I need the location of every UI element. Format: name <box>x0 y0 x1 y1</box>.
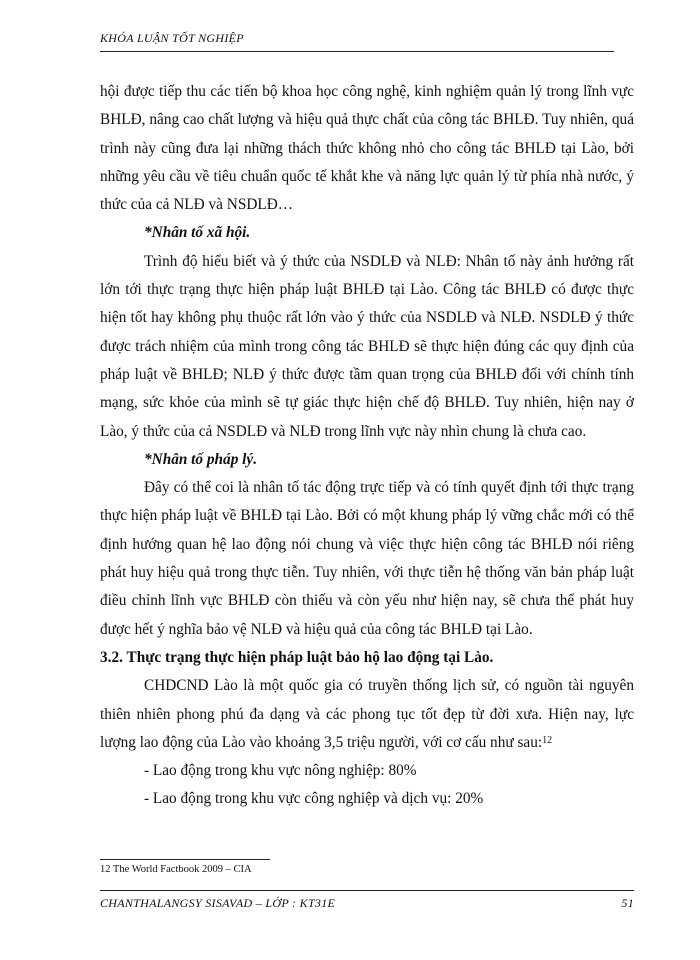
paragraph-3: Đây có thể coi là nhân tố tác động trực tiếp và có tính quyết định tới thực trạng thực hiện pháp luật về BHLĐ tại Lào. Bởi có một khung pháp lý vững chắc mới có thể định hướng quan hệ lao động nói chung và việc thực hiện công tác BHLĐ nói riêng phát huy hiệu quả trong thực tiễn. Tuy nhiên, với thực tiễn hệ thống văn bản pháp luật điều chỉnh lĩnh vực BHLĐ còn thiếu và còn yếu như hiện nay, sẽ chưa thể phát huy được hết ý nghĩa bảo vệ NLĐ và hiệu quả của công tác BHLĐ tại Lào. <box>100 479 634 638</box>
list-item-agriculture: - Lao động trong khu vực nông nghiệp: 80% <box>144 762 417 780</box>
footnote: 12 The World Factbook 2009 – CIA <box>100 864 252 875</box>
footer-divider <box>100 890 634 891</box>
heading-legal-factor: *Nhân tố pháp lý. <box>144 450 258 468</box>
page-number: 51 <box>621 896 634 910</box>
footnote-reference[interactable]: 12 <box>542 734 553 746</box>
page-header <box>100 31 614 52</box>
list-item-industry-services: - Lao động trong khu vực công nghiệp và dịch vụ: 20% <box>144 790 484 808</box>
footer-author: CHANTHALANGSY SISAVAD – LỚP : KT31E <box>100 896 336 910</box>
paragraph-4-text: CHDCND Lào là một quốc gia có truyền thống lịch sử, có nguồn tài nguyên thiên nhiên phong phú đa dạng và các phong tục tốt đẹp từ đời xưa. Hiện nay, lực lượng lao động của Lào vào khoảng 3,5 triệu người, với cơ cấu như sau: <box>100 677 634 751</box>
page-footer <box>100 896 634 911</box>
paragraph-1: hội được tiếp thu các tiến bộ khoa học công nghệ, kinh nghiệm quản lý trong lĩnh vực BHLĐ, nâng cao chất lượng và hiệu quả thực chất của công tác BHLĐ. Tuy nhiên, quá trình này cũng đưa lại những thách thức không nhỏ cho công tác BHLĐ tại Lào, bởi những yêu cầu về tiêu chuẩn quốc tế khắt khe và năng lực quản lý từ phía nhà nước, ý thức của cả NLĐ và NSDLĐ… <box>100 83 634 214</box>
heading-social-factor: *Nhân tố xã hội. <box>144 224 251 242</box>
paragraph-4 <box>100 672 634 757</box>
header-title: KHÓA LUẬN TỐT NGHIỆP <box>100 31 244 45</box>
document-body <box>100 78 634 814</box>
paragraph-2: Trình độ hiểu biết và ý thức của NSDLĐ và NLĐ: Nhân tố này ảnh hưởng rất lớn tới thực trạng thực hiện pháp luật BHLĐ tại Lào. Công tác BHLĐ có được thực hiện tốt hay không phụ thuộc rất lớn vào ý thức của NSDLĐ và NLĐ. NSDLĐ ý thức được trách nhiệm của mình trong công tác BHLĐ sẽ thực hiện đúng các quy định của pháp luật về BHLĐ; NLĐ ý thức được tầm quan trọng của BHLĐ đối với chính tính mạng, sức khỏe của mình sẽ tự giác thực hiện chế độ BHLĐ. Tuy nhiên, hiện nay ở Lào, ý thức của cả NSDLĐ và NLĐ trong lĩnh vực này nhìn chung là chưa cao. <box>100 252 634 440</box>
section-heading: 3.2. Thực trạng thực hiện pháp luật bảo hộ lao động tại Lào. <box>100 648 494 666</box>
footnote-divider <box>100 859 270 860</box>
